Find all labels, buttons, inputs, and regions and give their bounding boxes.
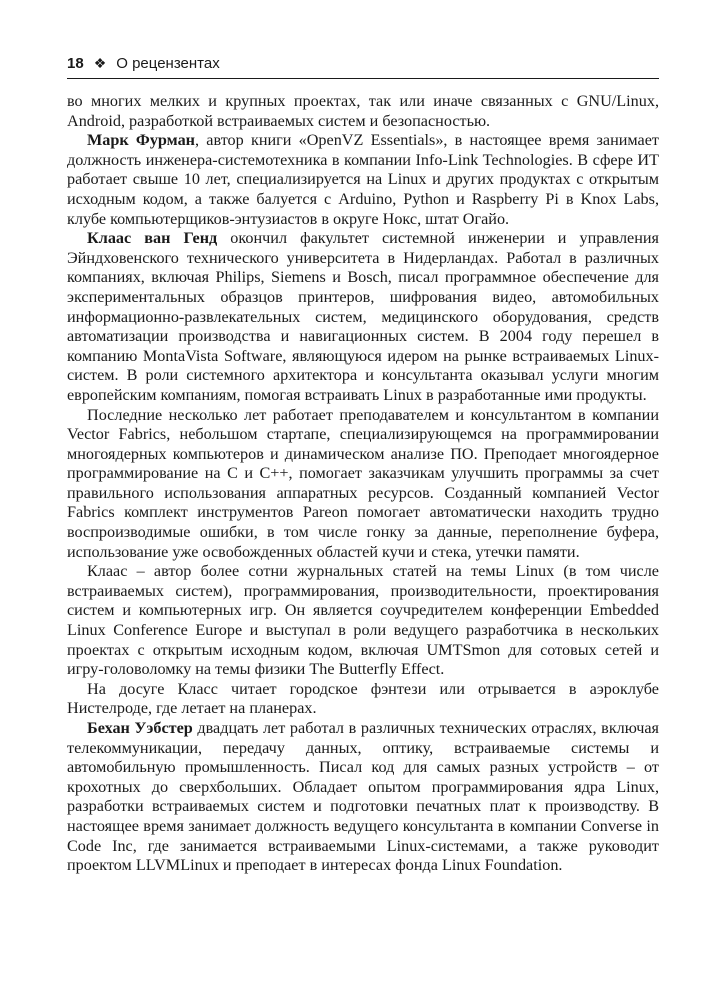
paragraph — [67, 406, 659, 563]
reviewer-name: Марк Фурман — [87, 131, 196, 150]
paragraph — [67, 131, 659, 229]
header-divider — [67, 78, 659, 79]
paragraph-text: На досуге Класс читает городское фэнтези или отрывается в аэроклубе Нистелроде, где летает на планерах. — [67, 679, 659, 718]
body-text — [67, 92, 659, 876]
section-title: О рецензентах — [116, 55, 220, 72]
paragraph-text: двадцать лет работал в различных технических отраслях, включая телекоммуникации, передачу данных, оптику, встраиваемые системы и автомобильную промышленность. Писал код для самых разных устройств – от крохотных до сверхбольших. Обладает опытом программирования ядра Linux, разработки встраиваемых систем и подготовки печатных плат к производству. В настоящее время занимает должность ведущего консультанта в компании Converse in Code Inc, где занимается встраиваемыми Linux-системами, а также руководит проектом LLVMLinux и преподает в интересах фонда Linux Foundation. — [67, 719, 660, 875]
paragraph — [67, 229, 659, 405]
paragraph-text: , автор книги «OpenVZ Essentials», в настоящее время занимает должность инженера-системотехника в компании Info-Link Technologies. В сфере ИТ работает свыше 10 лет, специализируется на Linux и других продуктах с открытым исходным кодом, а также балуется с Arduino, Python и Raspberry Pi в Knox Labs, клубе компьютерщиков-энтузиастов в округе Нокс, штат Огайо. — [67, 131, 660, 228]
paragraph-text: окончил факультет системной инженерии и управления Эйндховенского технического университета в Нидерландах. Работал в различных компаниях, включая Philips, Siemens и Bosch, писал программное обеспечение для экспериментальных образцов принтеров, шифрования видео, автомобильных информационно-развлекательных систем, медицинского оборудования, средств автоматизации производства и навигационных систем. В 2004 году перешел в компанию MontaVista Software, являющуюся идером на рынке встраиваемых Linux-систем. В роли системного архитектора и консультанта оказывал услуги многим европейским компаниям, помогая встраивать Linux в разработанные ими продукты. — [67, 229, 659, 404]
paragraph-text: Клаас – автор более сотни журнальных статей на темы Linux (в том числе встраиваемых систем), программирования, производительности, проектирования систем и компьютерных игр. Он является соучредителем конференции Embedded Linux Conference Europe и выступал в роли ведущего разработчика в нескольких проектах с открытым исходным кодом, включая UMTSmon для сотовых сетей и игру-головоломку на темы физики The Butterfly Effect. — [67, 562, 659, 679]
paragraph-text: Последние несколько лет работает преподавателем и консультантом в компании Vector Fabrics, небольшом стартапе, специализирующемся на программировании многоядерных компьютеров и динамическом анализе ПО. Преподает многоядерное программирование на C и C++, помогает заказчикам улучшить программы за счет правильного использования аппаратных ресурсов. Созданный компанией Vector Fabrics комплект инструментов Pareon помогает автоматически находить трудно воспроизводимые ошибки, в том числе гонку за данные, переполнение буфера, использование уже освобожденных областей кучи и стека, утечки памяти. — [67, 405, 659, 561]
paragraph — [67, 92, 659, 131]
paragraph — [67, 680, 659, 719]
running-header — [67, 55, 659, 77]
reviewer-name: Клаас ван Генд — [87, 229, 218, 248]
paragraph — [67, 719, 659, 876]
reviewer-name: Бехан Уэбстер — [87, 719, 193, 737]
ornament-icon: ❖ — [93, 55, 107, 71]
page-number: 18 — [67, 55, 84, 72]
paragraph-text: во многих мелких и крупных проектах, так или иначе связанных с GNU/Linux, Android, разработкой встраиваемых систем и безопасностью. — [67, 92, 659, 130]
paragraph — [67, 562, 659, 680]
